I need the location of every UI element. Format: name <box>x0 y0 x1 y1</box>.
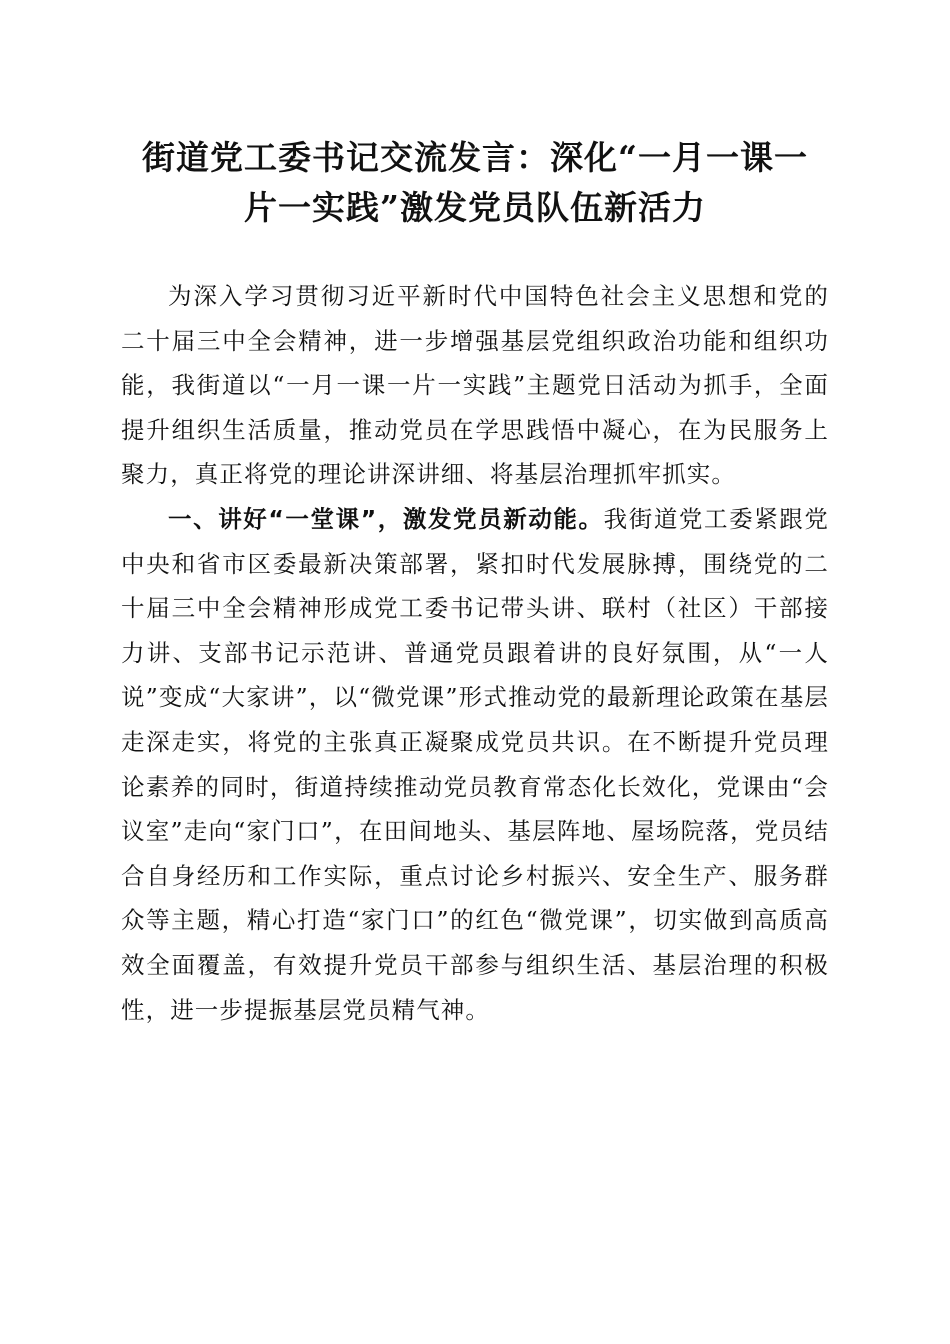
section-1-text: 我街道党工委紧跟党中央和省市区委最新决策部署，紧扣时代发展脉搏，围绕党的二十届三中全会精神形成党工委书记带头讲、联村（社区）干部接力讲、支部书记示范讲、普通党员跟着讲的良好氛围，从“一人说”变成“大家讲”，以“微党课”形式推动党的最新理论政策在基层走深走实，将党的主张真正凝聚成党员共识。在不断提升党员理论素养的同时，街道持续推动党员教育常态化长效化，党课由“会议室”走向“家门口”，在田间地头、基层阵地、屋场院落，党员结合自身经历和工作实际，重点讨论乡村振兴、安全生产、服务群众等主题，精心打造“家门口”的红色“微党课”，切实做到高质高效全面覆盖，有效提升党员干部参与组织生活、基层治理的积极性，进一步提振基层党员精气神。 <box>121 504 829 1024</box>
title-line-1: 街道党工委书记交流发言：深化“一月一课一 <box>142 138 808 177</box>
paragraph-intro <box>121 274 829 497</box>
paragraph-section-1 <box>121 497 829 1032</box>
title-line-2: 片一实践”激发党员队伍新活力 <box>244 188 706 227</box>
document-body <box>121 274 829 1032</box>
document-title <box>110 133 840 233</box>
section-1-heading: 一、讲好“一堂课”，激发党员新动能。 <box>168 504 604 533</box>
paragraph-intro-text: 为深入学习贯彻习近平新时代中国特色社会主义思想和党的二十届三中全会精神，进一步增强基层党组织政治功能和组织功能，我街道以“一月一课一片一实践”主题党日活动为抓手，全面提升组织生活质量，推动党员在学思践悟中凝心，在为民服务上聚力，真正将党的理论讲深讲细、将基层治理抓牢抓实。 <box>121 282 829 489</box>
